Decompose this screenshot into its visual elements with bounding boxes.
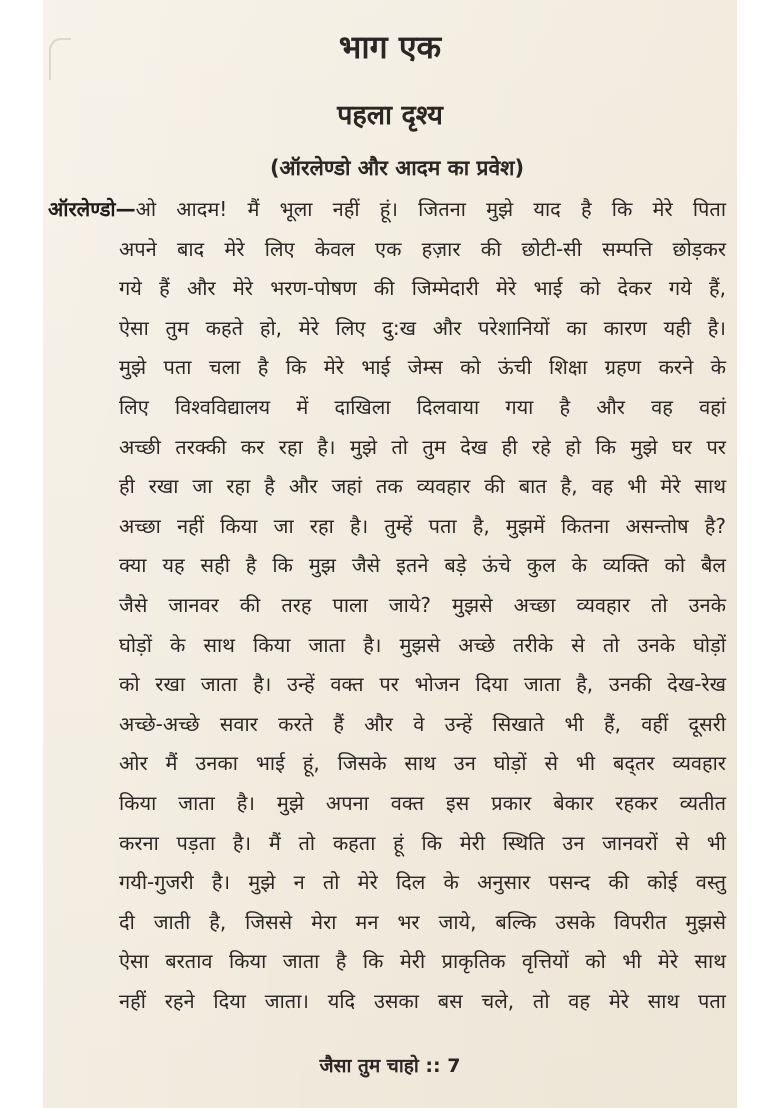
- dialogue-line: अच्छा नहीं किया जा रहा है। तुम्हें पता है, मुझमें कितना असन्तोष है?: [119, 513, 726, 538]
- dialogue-text: ओ आदम! मैं भूला नहीं हूं। जितना मुझे याद है कि मेरे पिता: [135, 197, 726, 221]
- book-page: [43, 0, 737, 1108]
- dialogue-line: को रखा जाता है। उन्हें वक्त पर भोजन दिया जाता है, उनकी देख-रेख: [119, 672, 726, 697]
- dialogue-line: ऐसा बरताव किया जाता है कि मेरी प्राकृतिक वृत्तियों को भी मेरे साथ: [119, 949, 726, 974]
- dialogue-line: अच्छे-अच्छे सवार करते हैं और वे उन्हें सिखाते भी हैं, वहीं दूसरी: [119, 711, 726, 736]
- dialogue-line: [48, 190, 726, 230]
- dialogue-line: नहीं रहने दिया जाता। यदि उसका बस चले, तो वह मेरे साथ पता: [119, 988, 726, 1013]
- dialogue-line: दी जाती है, जिससे मेरा मन भर जाये, बल्कि उसके विपरीत मुझसे: [119, 909, 726, 934]
- dialogue-line: ही रखा जा रहा है और जहां तक व्यवहार की बात है, वह भी मेरे साथ: [119, 474, 726, 499]
- dialogue-line: जैसे जानवर की तरह पाला जाये? मुझसे अच्छा व्यवहार तो उनके: [119, 592, 726, 617]
- speaker-dash: —: [115, 197, 136, 221]
- part-heading: भाग एक: [338, 28, 442, 66]
- dialogue-line: लिए विश्वविद्यालय में दाखिला दिलवाया गया है और वह वहां: [119, 394, 726, 419]
- speaker-name: ऑरलेण्डो: [48, 197, 116, 221]
- book-title: जैसा तुम चाहो: [319, 1055, 419, 1077]
- dialogue-line: घोड़ों के साथ किया जाता है। मुझसे अच्छे तरीके से तो उनके घोड़ों: [119, 632, 726, 657]
- page-footer: [43, 1048, 737, 1084]
- dialogue-line: मुझे पता चला है कि मेरे भाई जेम्स को ऊंची शिक्षा ग्रहण करने के: [119, 355, 726, 380]
- stage-direction: (ऑरलेण्डो और आदम का प्रवेश): [269, 156, 525, 180]
- footer-separator: ::: [425, 1055, 441, 1077]
- dialogue-line: गये हैं और मेरे भरण-पोषण की जिम्मेदारी मेरे भाई को देकर गये हैं,: [119, 276, 726, 301]
- dialogue-line: क्या यह सही है कि मुझ जैसे इतने बड़े ऊंचे कुल के व्यक्ति को बैल: [119, 553, 726, 578]
- page-number: 7: [447, 1055, 461, 1077]
- dialogue-line: ऐसा तुम कहते हो, मेरे लिए दु:ख और परेशानियों का कारण यही है।: [119, 315, 726, 340]
- dialogue-line: गयी-गुजरी है। मुझे न तो मेरे दिल के अनुसार पसन्द की कोई वस्तु: [119, 870, 726, 895]
- dialogue-line: अच्छी तरक्की कर रहा है। मुझे तो तुम देख ही रहे हो कि मुझे घर पर: [119, 434, 726, 459]
- dialogue-line: करना पड़ता है। मैं तो कहता हूं कि मेरी स्थिति उन जानवरों से भी: [119, 830, 726, 855]
- dialogue-line: किया जाता है। मुझे अपना वक्त इस प्रकार बेकार रहकर व्यतीत: [119, 790, 726, 815]
- dialogue-block: [48, 190, 726, 1021]
- dialogue-line: ओर मैं उनका भाई हूं, जिसके साथ उन घोड़ों से भी बद्तर व्यवहार: [119, 751, 726, 776]
- scene-heading: पहला दृश्य: [337, 100, 443, 131]
- dialogue-line: अपने बाद मेरे लिए केवल एक हज़ार की छोटी-सी सम्पत्ति छोड़कर: [119, 236, 726, 261]
